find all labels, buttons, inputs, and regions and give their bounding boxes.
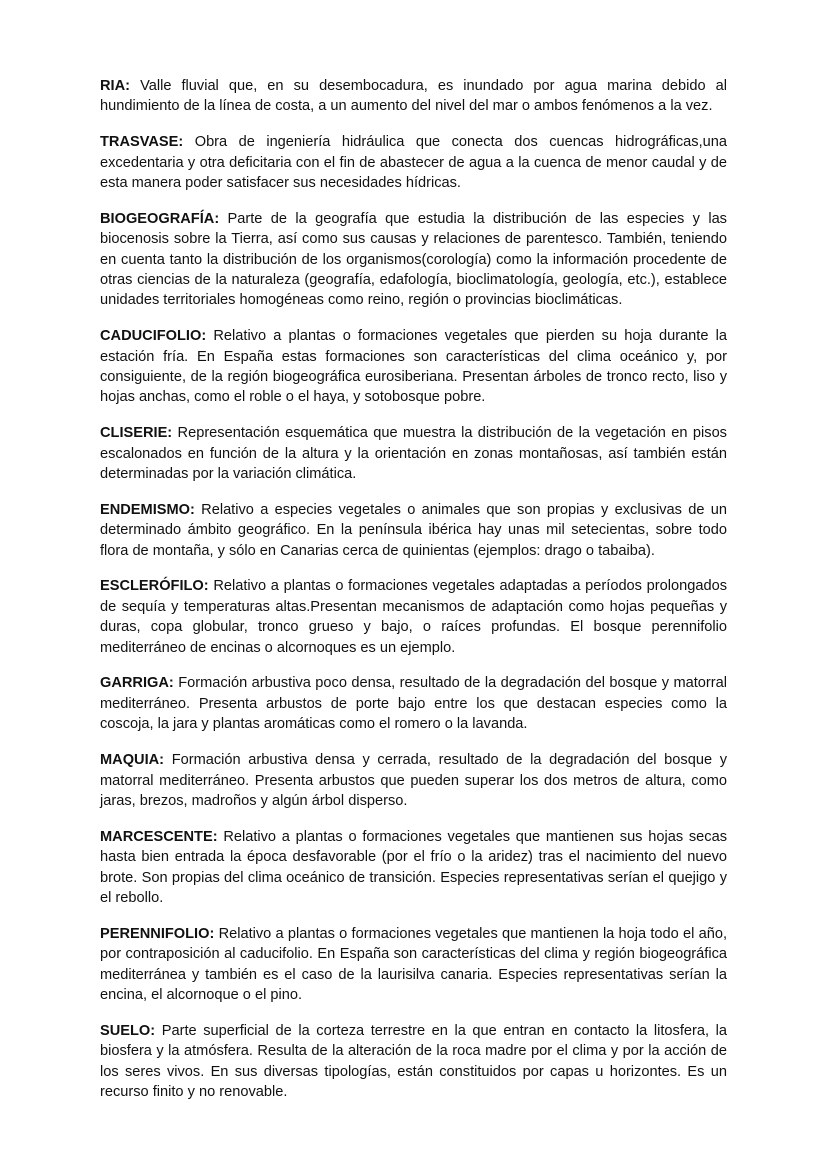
entry-term: CADUCIFOLIO: [100, 328, 207, 345]
glossary-entry-trasvase [100, 132, 727, 193]
entry-definition: Formación arbustiva poco densa, resultado de la degradación del bosque y matorral mediterráneo. Presenta arbustos de porte bajo entre los que destacan especies como la coscoja, la jara y plantas aromáticas como el romero o la lavanda. [100, 675, 727, 733]
glossary-entry-marcescente [100, 827, 727, 909]
glossary-entry-esclerofilo [100, 576, 727, 658]
entry-definition: Parte superficial de la corteza terrestre en la que entran en contacto la litosfera, la biosfera y la atmósfera. Resulta de la alteración de la roca madre por el clima y por la acción de los seres vivos. En sus diversas tipologías, están constituidos por capas u horizontes. Es un recurso finito y no renovable. [100, 1022, 727, 1100]
glossary-entry-maquia [100, 750, 727, 811]
entry-term: PERENNIFOLIO: [100, 925, 215, 942]
entry-term: BIOGEOGRAFÍA: [100, 210, 220, 227]
entry-term: MARCESCENTE: [100, 828, 218, 845]
entry-definition: Representación esquemática que muestra la distribución de la vegetación en pisos escalonados en función de la altura y la orientación en zonas montañosas, así también están determinadas por la variación climática. [100, 425, 727, 483]
entry-term: ESCLERÓFILO: [100, 578, 209, 595]
glossary-entry-ria [100, 76, 727, 117]
entry-term: GARRIGA: [100, 675, 174, 692]
glossary-entry-cliserie [100, 423, 727, 484]
glossary-entry-suelo [100, 1021, 727, 1103]
glossary-entry-endemismo [100, 500, 727, 561]
entry-definition: Relativo a plantas o formaciones vegetales que mantienen sus hojas secas hasta bien entrada la época desfavorable (por el frío o la aridez) tras el nacimiento del nuevo brote. Son propias del clima oceánico de transición. Especies representativas serían el quejigo y el rebollo. [100, 828, 727, 906]
glossary-page [100, 76, 727, 1118]
entry-definition: Relativo a plantas o formaciones vegetales que mantienen la hoja todo el año, por contraposición al caducifolio. En España son características del clima y región biogeográfica mediterránea y también es el caso de la laurisilva canaria. Especies representativas serían la encina, el alcornoque o el pino. [100, 925, 728, 1003]
entry-definition: Parte de la geografía que estudia la distribución de las especies y las biocenosis sobre la Tierra, así como sus causas y relaciones de parentesco. También, teniendo en cuenta tanto la distribución de los organismos(corología) como la información procedente de otras ciencias de la naturaleza (geografía, edafología, bioclimatología, geología, etc.), establece unidades territoriales homogéneas como reino, región o provincias bioclimáticas. [100, 210, 727, 309]
entry-definition: Relativo a plantas o formaciones vegetales que pierden su hoja durante la estación fría. En España estas formaciones son características del clima oceánico y, por consiguiente, de la región biogeográfica eurosiberiana. Presentan árboles de tronco recto, liso y hojas anchas, como el roble o el haya, y sotobosque pobre. [100, 328, 727, 406]
entry-definition: Formación arbustiva densa y cerrada, resultado de la degradación del bosque y matorral mediterráneo. Presenta arbustos que pueden superar los dos metros de altura, como jaras, brezos, madroños y algún árbol disperso. [100, 752, 727, 809]
entry-term: ENDEMISMO: [100, 501, 195, 518]
entry-definition: Relativo a plantas o formaciones vegetales adaptadas a períodos prolongados de sequía y temperaturas altas.Presentan mecanismos de adaptación como hojas pequeñas y duras, copa globular, tronco grueso y bajo, o raíces profundas. El bosque perennifolio mediterráneo de encinas o alcornoques es un ejemplo. [100, 578, 727, 656]
glossary-entry-biogeografia [100, 209, 727, 311]
entry-term: TRASVASE: [100, 134, 184, 151]
glossary-entry-caducifolio [100, 326, 727, 408]
entry-definition: Obra de ingeniería hidráulica que conecta dos cuencas hidrográficas,una excedentaria y otra deficitaria con el fin de abastecer de agua a la cuenca de menor caudal y de esta manera poder satisfacer sus necesidades hídricas. [100, 134, 727, 192]
entry-term: RIA: [100, 78, 130, 94]
entry-term: CLISERIE: [100, 425, 173, 442]
glossary-entry-perennifolio [100, 924, 727, 1006]
entry-definition: Valle fluvial que, en su desembocadura, es inundado por agua marina debido al hundimiento de la línea de costa, a un aumento del nivel del mar o ambos fenómenos a la vez. [100, 78, 727, 115]
entry-term: MAQUIA: [100, 752, 165, 769]
glossary-entry-garriga [100, 673, 727, 734]
entry-definition: Relativo a especies vegetales o animales que son propias y exclusivas de un determinado ámbito geográfico. En la península ibérica hay unas mil setecientas, sobre todo flora de montaña, y sólo en Canarias cerca de quinientas (ejemplos: drago o tabaiba). [100, 501, 727, 559]
entry-term: SUELO: [100, 1022, 156, 1039]
